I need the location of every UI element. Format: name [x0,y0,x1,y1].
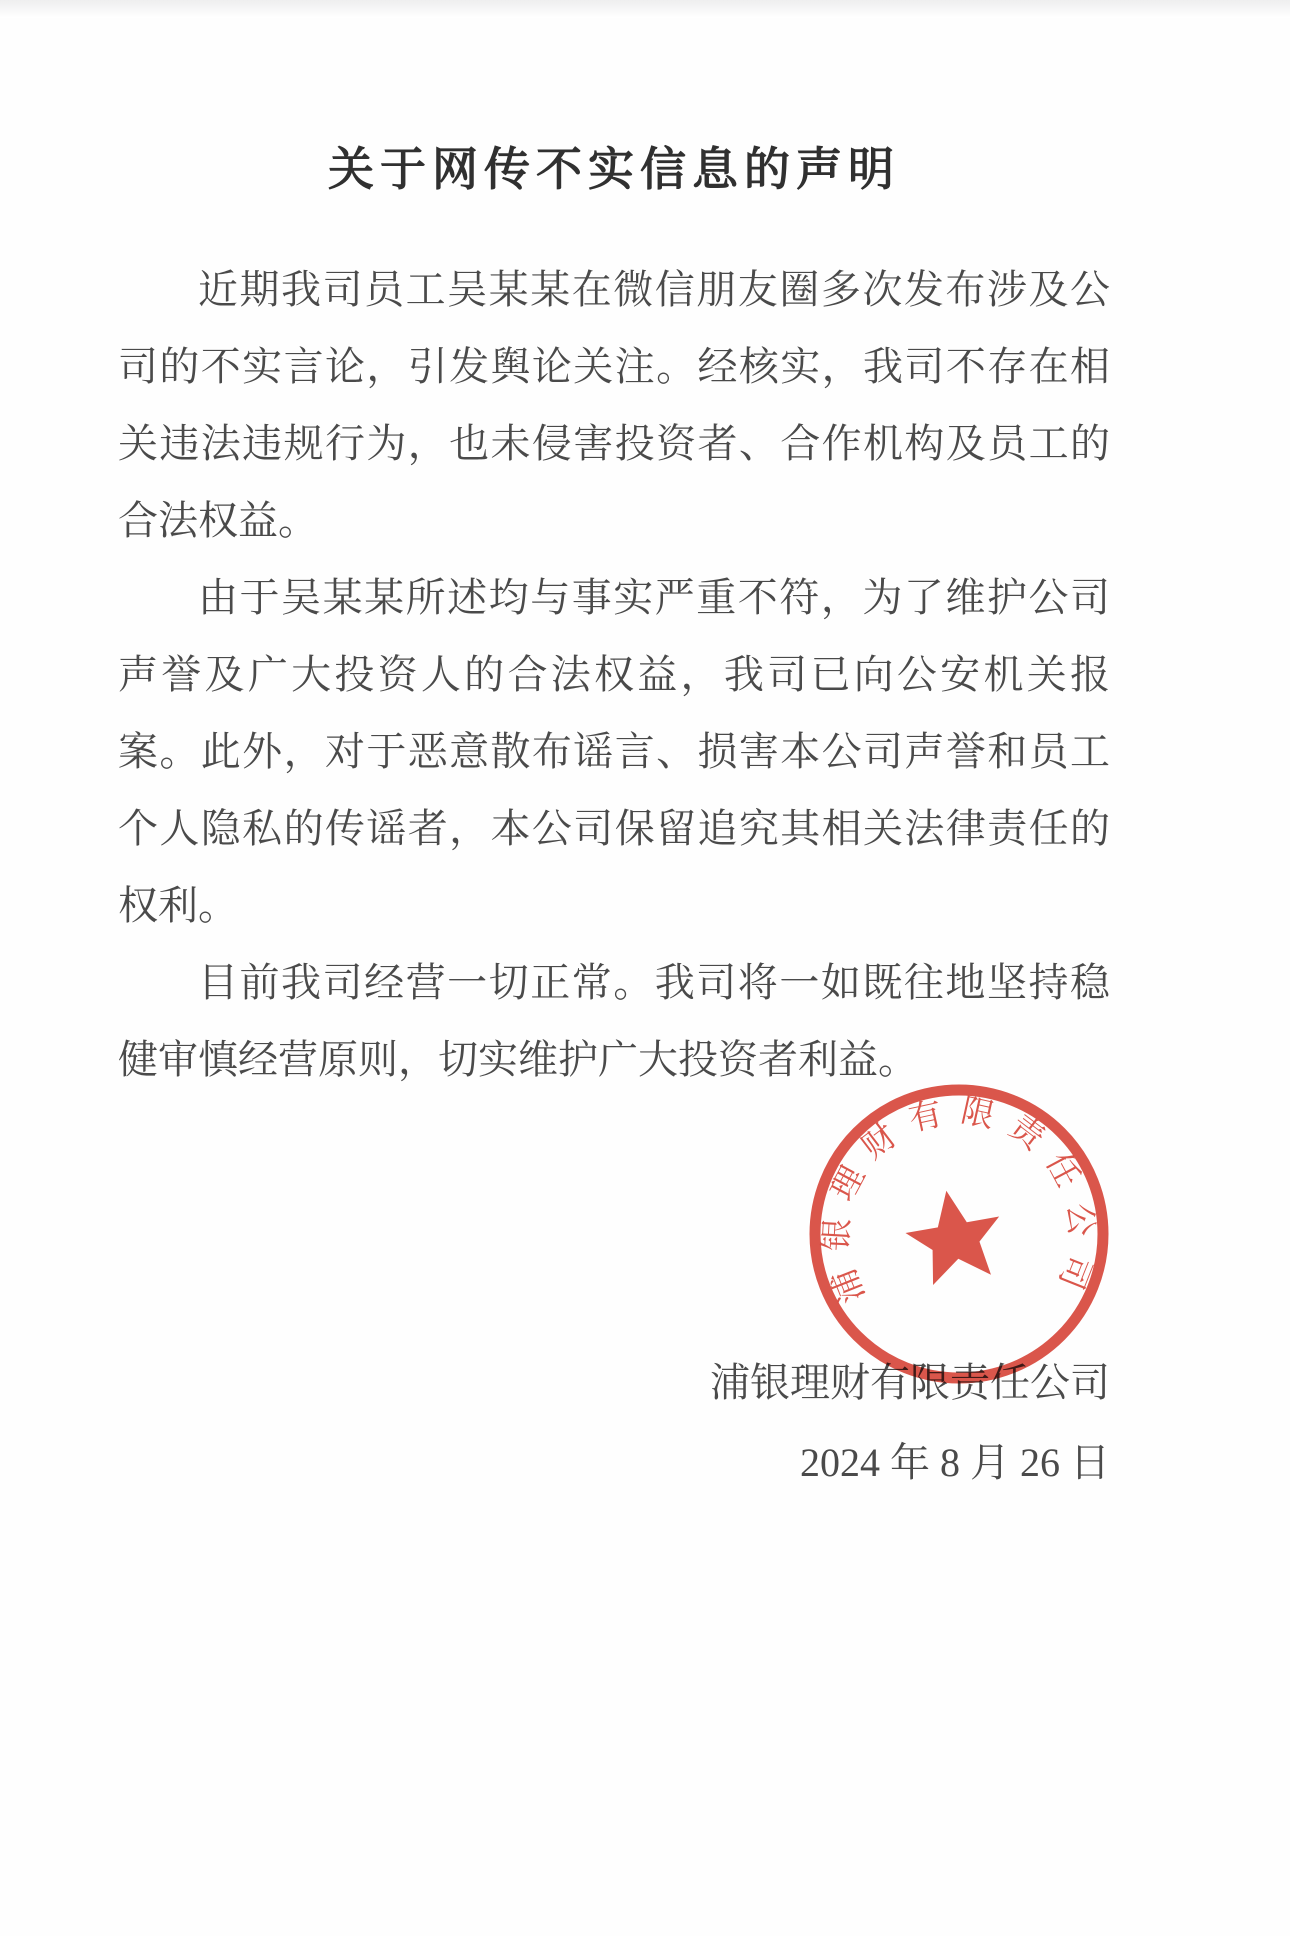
document-title: 关于网传不实信息的声明 [328,144,900,195]
seal-ring [815,1090,1103,1378]
seal-arc-path [848,1123,1070,1313]
paragraph-1: 近期我司员工吴某某在微信朋友圈多次发布涉及公司的不实言论，引发舆论关注。经核实，我司不存在相关违法违规行为，也未侵害投资者、合作机构及员工的合法权益。 [118,267,1110,544]
signature-block [118,1343,1110,1503]
signature-date: 2024 年 8 月 26 日 [800,1440,1110,1486]
paragraph-3: 目前我司经营一切正常。我司将一如既往地坚持稳健审慎经营原则，切实维护广大投资者利益。 [118,960,1110,1083]
seal-star-icon [899,1183,1008,1289]
paragraph-2: 由于吴某某所述均与事实严重不符，为了维护公司声誉及广大投资人的合法权益，我司已向公安机关报案。此外，对于恶意散布谣言、损害本公司声誉和员工个人隐私的传谣者，本公司保留追究其相关法律责任的权利。 [118,575,1110,929]
company-signature: 浦银理财有限责任公司 [710,1360,1110,1406]
document-body [118,251,1110,1098]
seal-arc-text-holder [818,1092,1099,1308]
seal-arc-text: 浦银理财有限责任公司 [818,1093,1100,1308]
